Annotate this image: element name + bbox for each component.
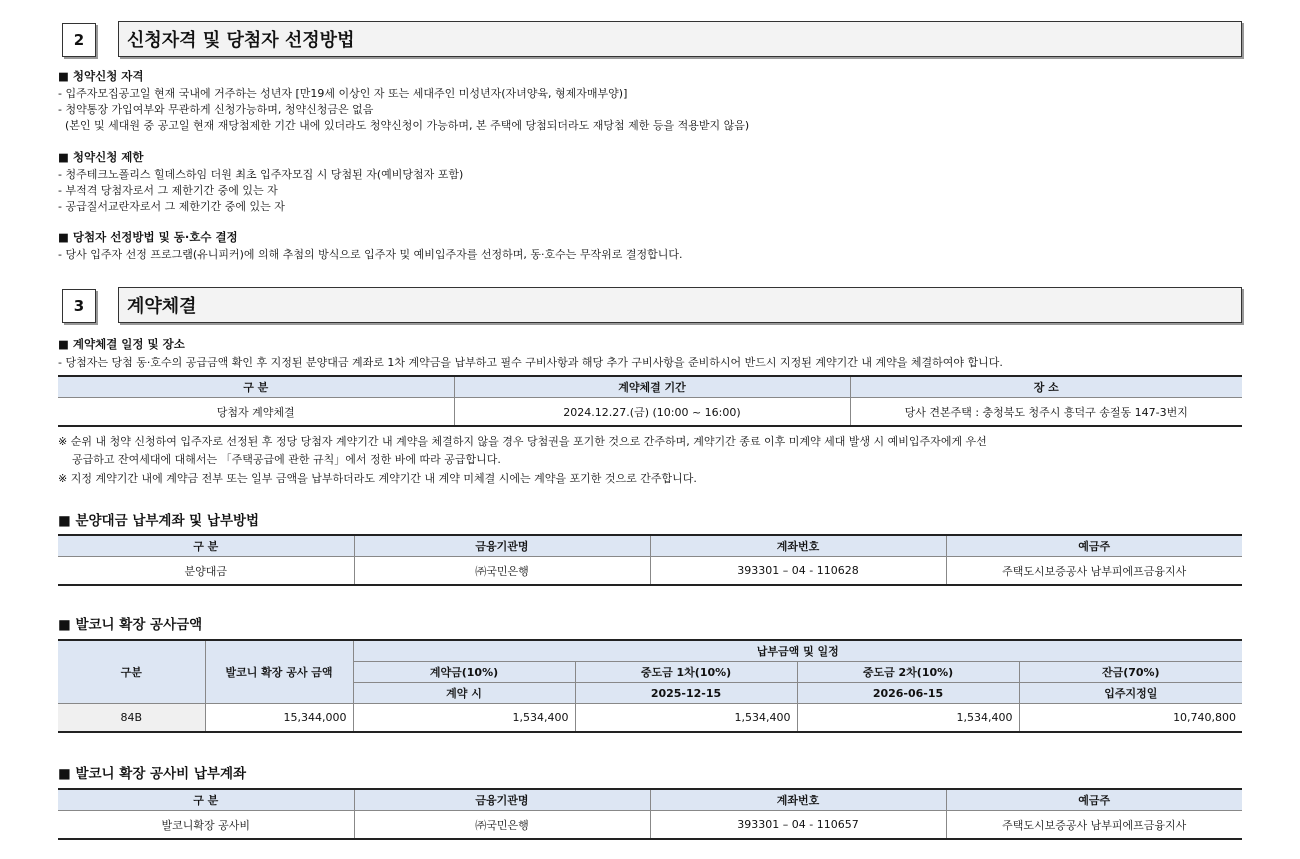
table-cell: ㈜국민은행 bbox=[354, 811, 650, 840]
balcony-account-heading: ■ 발코니 확장 공사비 납부계좌 bbox=[58, 766, 247, 782]
section-title: 계약체결 bbox=[118, 287, 1242, 323]
restriction-line: - 청주테크노폴리스 힐데스하임 더원 최초 입주자모집 시 당첨된 자(예비당첨자 포함) bbox=[58, 168, 464, 181]
qualification-line: - 입주자모집공고일 현재 국내에 거주하는 성년자 [만19세 이상인 자 또는 세대주인 미성년자(자녀양육, 형제자매부양)] bbox=[58, 87, 628, 100]
table-header: 구 분 bbox=[58, 376, 454, 398]
table-header: 구 분 bbox=[58, 535, 354, 557]
section-title: 신청자격 및 당첨자 선정방법 bbox=[118, 21, 1242, 57]
table-cell: 당첨자 계약체결 bbox=[58, 398, 454, 427]
section-number: 3 bbox=[62, 289, 96, 323]
table-header: 금융기관명 bbox=[354, 789, 650, 811]
table-cell: 1,534,400 bbox=[575, 704, 797, 733]
table-cell: 84B bbox=[58, 704, 205, 733]
table-cell: ㈜국민은행 bbox=[354, 557, 650, 586]
qualification-heading: ■ 청약신청 자격 bbox=[58, 69, 144, 83]
payment-account-table bbox=[58, 534, 1242, 586]
restriction-line: - 부적격 당첨자로서 그 제한기간 중에 있는 자 bbox=[58, 184, 278, 197]
restriction-line: - 공급질서교란자로서 그 제한기간 중에 있는 자 bbox=[58, 200, 285, 213]
table-header: 발코니 확장 공사 금액 bbox=[205, 640, 353, 704]
restriction-heading: ■ 청약신청 제한 bbox=[58, 150, 144, 164]
balcony-cost-table bbox=[58, 639, 1242, 733]
table-cell: 2024.12.27.(금) (10:00 ~ 16:00) bbox=[454, 398, 850, 427]
contract-note: 공급하고 잔여세대에 대해서는 「주택공급에 관한 규칙」에서 정한 바에 따라 공급합니다. bbox=[58, 453, 501, 466]
balcony-account-table bbox=[58, 788, 1242, 840]
table-header: 입주지정일 bbox=[1019, 683, 1242, 704]
selection-line: - 당사 입주자 선정 프로그램(유니피커)에 의해 추첨의 방식으로 입주자 및 예비입주자를 선정하며, 동·호수는 무작위로 결정합니다. bbox=[58, 248, 683, 261]
table-cell: 주택도시보증공사 남부피에프금융지사 bbox=[946, 557, 1242, 586]
contract-heading: ■ 계약체결 일정 및 장소 bbox=[58, 337, 185, 351]
table-cell: 15,344,000 bbox=[205, 704, 353, 733]
table-header: 중도금 2차(10%) bbox=[797, 662, 1019, 683]
qualification-line: (본인 및 세대원 중 공고일 현재 재당첨제한 기간 내에 있더라도 청약신청이 가능하며, 본 주택에 당첨되더라도 재당첨 제한 등을 적용받지 않음) bbox=[58, 119, 750, 132]
table-header: 중도금 1차(10%) bbox=[575, 662, 797, 683]
section-number: 2 bbox=[62, 23, 96, 57]
contract-line: - 당첨자는 당첨 동·호수의 공급금액 확인 후 지정된 분양대금 계좌로 1차 계약금을 납부하고 필수 구비사항과 해당 추가 구비사항을 준비하시어 반드시 지정된 계약기간 내 계약을 체결하여야 합니다. bbox=[58, 356, 1003, 369]
table-cell: 당사 견본주택 : 충청북도 청주시 흥덕구 송절동 147-3번지 bbox=[850, 398, 1242, 427]
contract-note: ※ 지정 계약기간 내에 계약금 전부 또는 일부 금액을 납부하더라도 계약기간 내 계약 미체결 시에는 계약을 포기한 것으로 간주합니다. bbox=[58, 472, 697, 485]
table-cell: 발코니확장 공사비 bbox=[58, 811, 354, 840]
table-header: 납부금액 및 일정 bbox=[353, 640, 1242, 662]
table-header: 예금주 bbox=[946, 535, 1242, 557]
table-header: 2026-06-15 bbox=[797, 683, 1019, 704]
table-header: 계약금(10%) bbox=[353, 662, 575, 683]
table-header: 계좌번호 bbox=[650, 789, 946, 811]
table-header: 계약체결 기간 bbox=[454, 376, 850, 398]
selection-heading: ■ 당첨자 선정방법 및 동·호수 결정 bbox=[58, 230, 238, 244]
table-header: 잔금(70%) bbox=[1019, 662, 1242, 683]
table-header: 장 소 bbox=[850, 376, 1242, 398]
table-header: 구분 bbox=[58, 640, 205, 704]
payment-heading: ■ 분양대금 납부계좌 및 납부방법 bbox=[58, 513, 260, 529]
table-cell: 10,740,800 bbox=[1019, 704, 1242, 733]
table-header: 계약 시 bbox=[353, 683, 575, 704]
table-header: 구 분 bbox=[58, 789, 354, 811]
table-cell: 1,534,400 bbox=[797, 704, 1019, 733]
table-cell: 분양대금 bbox=[58, 557, 354, 586]
table-cell: 1,534,400 bbox=[353, 704, 575, 733]
table-cell: 393301 – 04 - 110657 bbox=[650, 811, 946, 840]
table-header: 2025-12-15 bbox=[575, 683, 797, 704]
qualification-line: - 청약통장 가입여부와 무관하게 신청가능하며, 청약신청금은 없음 bbox=[58, 103, 374, 116]
table-cell: 주택도시보증공사 남부피에프금융지사 bbox=[946, 811, 1242, 840]
balcony-heading: ■ 발코니 확장 공사금액 bbox=[58, 617, 203, 633]
table-cell: 393301 – 04 - 110628 bbox=[650, 557, 946, 586]
table-header: 예금주 bbox=[946, 789, 1242, 811]
table-header: 금융기관명 bbox=[354, 535, 650, 557]
contract-note: ※ 순위 내 청약 신청하여 입주자로 선정된 후 정당 당첨자 계약기간 내 계약을 체결하지 않을 경우 당첨권을 포기한 것으로 간주하며, 계약기간 종료 이후 미계약 세대 발생 시 예비입주자에게 우선 bbox=[58, 435, 987, 448]
contract-schedule-table bbox=[58, 375, 1242, 427]
table-header: 계좌번호 bbox=[650, 535, 946, 557]
